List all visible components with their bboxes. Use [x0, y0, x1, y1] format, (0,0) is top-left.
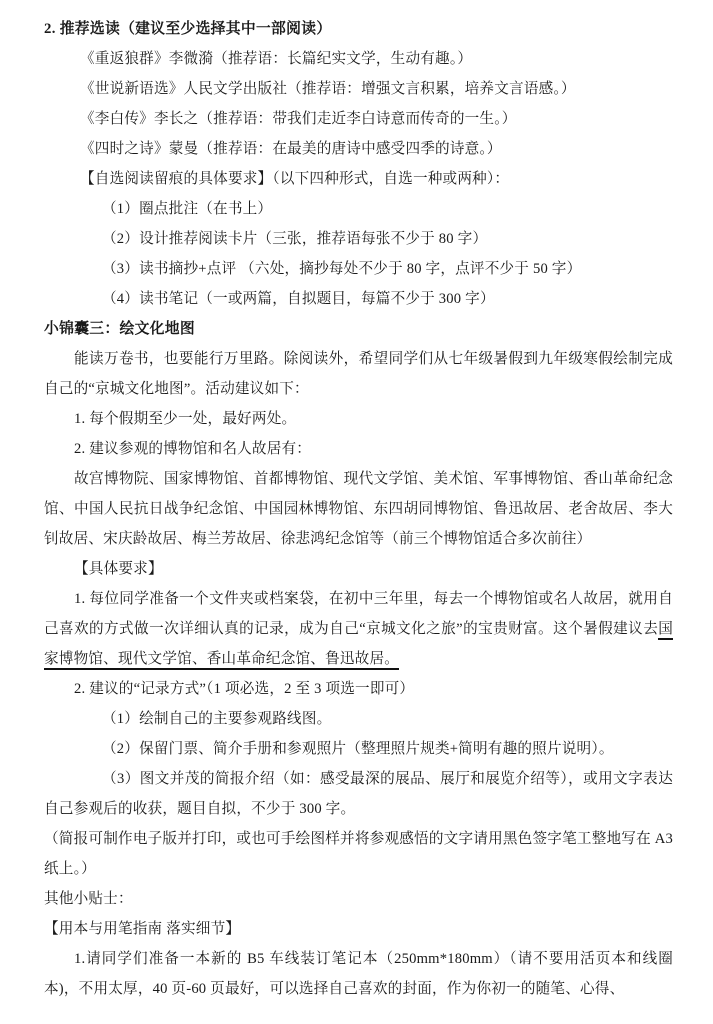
requirement-item: （2）设计推荐阅读卡片（三张，推荐语每张不少于 80 字） — [102, 231, 488, 247]
requirement-item: （4）读书笔记（一或两篇，自拟题目，每篇不少于 300 字） — [102, 291, 495, 307]
book-item: 《世说新语选》人民文学出版社（推荐语：增强文言积累，培养文言语感。） — [80, 81, 576, 97]
detail-requirement-1-emphasis: 国家博物馆、现代文学馆、香山革命纪念馆、鲁迅故居。 — [44, 621, 673, 670]
detail-requirement-1-text: 1. 每位同学准备一个文件夹或档案袋，在初中三年里，每去一个博物馆或名人故居，就用自己喜欢的方式做一次详细认真的记录，成为自己“京城文化之旅”的宝贵财富。这个暑假建议去 — [44, 591, 673, 637]
detail-requirement-2: 2. 建议的“记录方式”（1 项必选，2 至 3 项选一即可） — [74, 681, 415, 697]
section-3-heading: 小锦囊三：绘文化地图 — [44, 321, 195, 337]
section-2-heading: 2. 推荐选读（建议至少选择其中一部阅读） — [44, 21, 332, 37]
activity-item-1: 1. 每个假期至少一处，最好两处。 — [74, 411, 297, 427]
other-tips-title: 其他小贴士： — [44, 891, 133, 907]
requirement-item: （1）圈点批注（在书上） — [102, 201, 273, 217]
book-item: 《重返狼群》李微漪（推荐语：长篇纪实文学，生动有趣。） — [80, 51, 473, 67]
briefing-note: （简报可制作电子版并打印，或也可手绘图样并将参观感悟的文字请用黑色签字笔工整地写在 A3 纸上。） — [44, 831, 673, 877]
museum-list-paragraph: 故宫博物院、国家博物馆、首都博物馆、现代文学馆、美术馆、军事博物馆、香山革命纪念馆、中国人民抗日战争纪念馆、中国园林博物馆、东四胡同博物馆、鲁迅故居、老舍故居、李大钊故居、宋庆龄故居、梅兰芳故居、徐悲鸿纪念馆等（前三个博物馆适合多次前往） — [44, 471, 673, 547]
record-method-item: （1）绘制自己的主要参观路线图。 — [102, 711, 332, 727]
book-item: 《四时之诗》蒙曼（推荐语：在最美的唐诗中感受四季的诗意。） — [80, 141, 502, 157]
book-item: 《李白传》李长之（推荐语：带我们走近李白诗意而传奇的一生。） — [80, 111, 517, 127]
detail-requirements-title: 【具体要求】 — [74, 561, 163, 577]
record-method-item: （2）保留门票、简介手册和参观照片（整理照片规类+简明有趣的照片说明）。 — [102, 741, 614, 757]
reading-requirement-title: 【自选阅读留痕的具体要求】（以下四种形式，自选一种或两种）： — [80, 171, 510, 187]
detail-requirement-1 — [44, 584, 673, 674]
activity-item-2: 2. 建议参观的博物馆和名人故居有： — [74, 441, 312, 457]
pen-guide-title: 【用本与用笔指南 落实细节】 — [44, 921, 241, 937]
section-3-intro: 能读万卷书，也要能行万里路。除阅读外，希望同学们从七年级暑假到九年级寒假绘制完成自己的“京城文化地图”。活动建议如下： — [44, 351, 673, 397]
record-method-item: （3）图文并茂的简报介绍（如：感受最深的展品、展厅和展览介绍等），或用文字表达自己参观后的收获，题目自拟，不少于 300 字。 — [44, 771, 673, 817]
requirement-item: （3）读书摘抄+点评 （六处，摘抄每处不少于 80 字，点评不少于 50 字） — [102, 261, 582, 277]
pen-guide-item-1: 1.请同学们准备一本新的 B5 车线装订笔记本（250mm*180mm）（请不要用活页本和线圈本)，不用太厚，40 页-60 页最好，可以选择自己喜欢的封面，作为你初一的随笔、心得、 — [44, 951, 673, 997]
